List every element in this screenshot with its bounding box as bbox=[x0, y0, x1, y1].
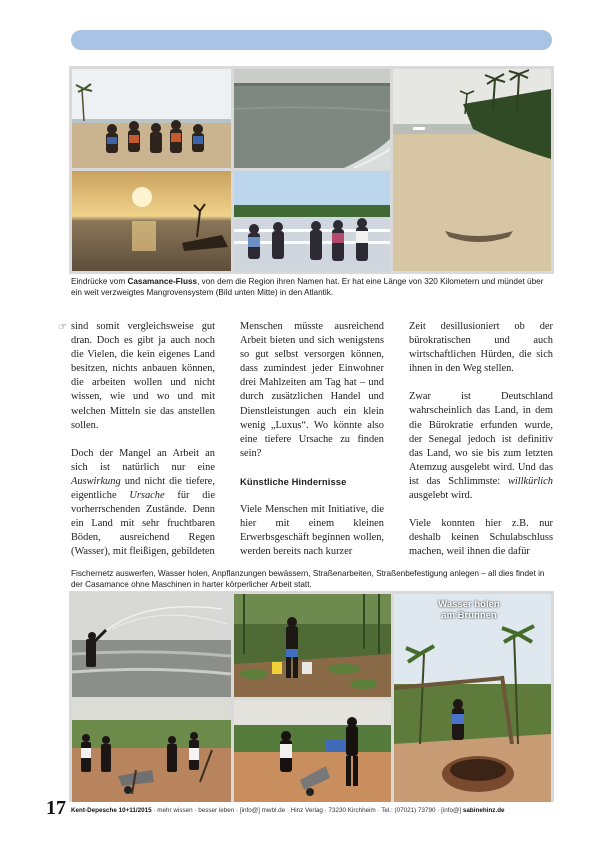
well-photo-label: Wasser holen am Brunnen bbox=[438, 599, 500, 621]
footer-line bbox=[71, 807, 505, 814]
text-column-2 bbox=[240, 320, 384, 559]
footer-website-link[interactable]: sabinehinz.de bbox=[462, 807, 505, 814]
top-photo-caption bbox=[71, 277, 555, 298]
footer-details: · mehr wissen · besser leben · [info@] mwbl.de · Hinz Verlag · 73230 Kirchheim · Tel.: (07021) 73790 · [info@] bbox=[151, 807, 463, 814]
photo-river-water bbox=[234, 69, 390, 168]
caption-text: Eindrücke vom bbox=[71, 277, 128, 286]
section-heading: Künstliche Hindernisse bbox=[240, 475, 347, 487]
text-column-3 bbox=[409, 320, 553, 559]
header-banner bbox=[71, 30, 552, 50]
paragraph: sind somit vergleichsweise gut dran. Doch es gibt ja auch noch die Vielen, die kein eigenes Land besitzen, nichts anbauen können, die arbeiten wollen und nicht wissen, wie und wo und mit welchen Mitteln sie das anstellen sollen. bbox=[71, 321, 215, 431]
photo-road-work-shovel bbox=[234, 700, 391, 802]
publication-name: Kent-Depesche 10+11/2015 bbox=[71, 807, 152, 814]
caption-text-rest: , von dem die Region ihren Namen hat. Er hat eine Länge von 320 Kilometern und mündet über ein weit verzweigtes Mangrovensystem (Bild unten Mitte) in den Atlantik. bbox=[71, 277, 544, 297]
paragraph: Menschen müsste ausreichend Arbeit bieten und sich wenigstens so gut selbst versorgen können, dass zumindest jeder Einwohner drei Mahlzeiten am Tag hat – und durch zusätzlichen Handel und Dienstleistungen auch ein klein wenig „Luxus“. Wo könnte also eine tiefere Ursache zu finden sein? bbox=[240, 321, 384, 459]
page-number: 17 bbox=[46, 797, 66, 819]
pointing-hand-icon: ☞ bbox=[58, 322, 67, 333]
photo-children-beach bbox=[72, 69, 231, 168]
paragraph: Viele konnten hier z.B. nur deshalb keinen Schulabschluss machen, weil ihnen die dafür bbox=[409, 518, 553, 558]
text-column-1 bbox=[71, 320, 215, 560]
paragraph: Doch der Mangel an Arbeit an sich ist natürlich nur eine Auswirkung und nicht die tiefere, eigentliche Ursache für die vorherrschenden Zustände. Denn ein Land mit sehr fruchtbaren Böden, ausreichend Regen (Wasser), mit fleißigen, gebildeten bbox=[71, 447, 215, 558]
photo-watering-plants bbox=[234, 594, 391, 697]
paragraph: Zwar ist Deutschland wahrscheinlich das Land, in dem die Bürokratie erfunden wurde, der Senegal jedoch ist definitiv das Land, wo sie bis zum letzten Atemzug ausgelebt wird. Und das ist das Schlimmste: willkürlich ausgelebt wird. bbox=[409, 391, 553, 502]
photo-beach-boat bbox=[393, 69, 551, 271]
photo-ferry-passengers bbox=[234, 171, 390, 271]
paragraph: Zeit desillusioniert ob der bürokratischen und auch wirtschaftlichen Hürden, die sich ihnen in den Weg stellen. bbox=[409, 321, 553, 375]
photo-fishing-net bbox=[72, 594, 231, 697]
photo-sunset-river bbox=[72, 171, 231, 271]
bottom-photo-caption: Fischernetz auswerfen, Wasser holen, Anpflanzungen bewässern, Straßenarbeiten, Straßenbefestigung anlegen – all dies findet in der Casamance ohne Maschinen in harter körperlicher Arbeit statt. bbox=[71, 569, 545, 589]
photo-road-work-wheelbarrow bbox=[72, 700, 231, 802]
photo-well-water bbox=[394, 594, 551, 802]
caption-river-name: Casamance-Fluss bbox=[127, 277, 198, 286]
paragraph: Viele Menschen mit Initiative, die hier mit einem kleinen Erwerbsgeschäft beginnen wollen, werden bereits nach kurzer bbox=[240, 504, 384, 558]
